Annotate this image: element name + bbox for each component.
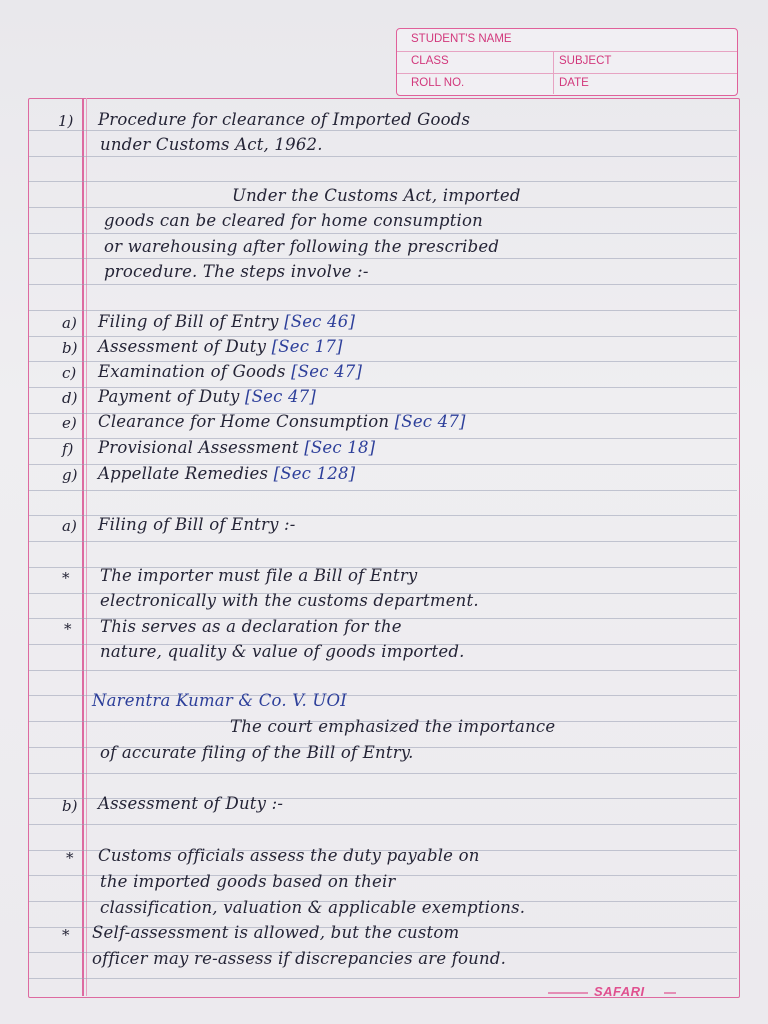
intro-line-4: procedure. The steps involve :- bbox=[104, 262, 369, 281]
case-law-title: Narentra Kumar & Co. V. UOI bbox=[92, 691, 347, 710]
bullet-marker: * bbox=[62, 569, 70, 587]
ruled-line bbox=[29, 773, 737, 774]
step-e: Clearance for Home Consumption [Sec 47] bbox=[98, 412, 466, 431]
header-divider bbox=[553, 51, 554, 94]
section-a-heading: Filing of Bill of Entry :- bbox=[98, 515, 296, 534]
case-law-line-2: of accurate filing of the Bill of Entry. bbox=[100, 743, 414, 762]
para-b-line-5: officer may re-assess if discrepancies are found. bbox=[92, 949, 507, 968]
para-b-line-4: Self-assessment is allowed, but the custom bbox=[92, 923, 460, 942]
section-b-heading: Assessment of Duty :- bbox=[98, 794, 284, 813]
ruled-line bbox=[29, 130, 737, 131]
ruled-line bbox=[29, 824, 737, 825]
student-name-row bbox=[397, 29, 737, 52]
ruled-line bbox=[29, 156, 737, 157]
brand-stripe-left bbox=[548, 992, 588, 994]
class-subject-row bbox=[397, 51, 737, 74]
step-d: Payment of Duty [Sec 47] bbox=[98, 387, 317, 406]
line-marker: 1) bbox=[58, 112, 74, 130]
para-b-line-2: the imported goods based on their bbox=[100, 872, 396, 891]
subject-label: SUBJECT bbox=[559, 55, 612, 67]
ruled-line bbox=[29, 670, 737, 671]
ruled-line bbox=[29, 233, 737, 234]
list-marker: f) bbox=[62, 440, 74, 458]
list-marker: g) bbox=[62, 466, 78, 484]
para-a-line-3: This serves as a declaration for the bbox=[100, 617, 402, 636]
intro-line-3: or warehousing after following the prescribed bbox=[104, 237, 500, 256]
class-label: CLASS bbox=[411, 55, 449, 67]
step-g: Appellate Remedies [Sec 128] bbox=[98, 464, 356, 483]
para-a-line-2: electronically with the customs department. bbox=[100, 591, 479, 610]
brand-logo: SAFARI bbox=[594, 984, 645, 999]
list-marker: c) bbox=[62, 364, 77, 382]
ruled-line bbox=[29, 258, 737, 259]
ruled-line bbox=[29, 310, 737, 311]
section-marker: a) bbox=[62, 517, 77, 535]
para-a-line-4: nature, quality & value of goods imported. bbox=[100, 642, 465, 661]
list-marker: e) bbox=[62, 414, 77, 432]
list-marker: d) bbox=[62, 389, 78, 407]
heading-line-2: under Customs Act, 1962. bbox=[100, 135, 323, 154]
intro-line-2: goods can be cleared for home consumption bbox=[104, 211, 483, 230]
step-a: Filing of Bill of Entry [Sec 46] bbox=[98, 312, 356, 331]
student-info-box bbox=[396, 28, 738, 96]
list-marker: b) bbox=[62, 339, 78, 357]
student-name-label: STUDENT'S NAME bbox=[411, 33, 512, 45]
ruled-line bbox=[29, 284, 737, 285]
roll-no-label: ROLL NO. bbox=[411, 77, 465, 89]
brand-stripe-right bbox=[664, 992, 676, 994]
bullet-marker: * bbox=[62, 926, 70, 944]
ruled-line bbox=[29, 207, 737, 208]
step-b: Assessment of Duty [Sec 17] bbox=[98, 337, 343, 356]
case-law-line-1: The court emphasized the importance bbox=[230, 717, 556, 736]
roll-date-row bbox=[397, 73, 737, 94]
heading-line-1: Procedure for clearance of Imported Goods bbox=[98, 110, 471, 129]
step-f: Provisional Assessment [Sec 18] bbox=[98, 438, 376, 457]
step-c: Examination of Goods [Sec 47] bbox=[98, 362, 363, 381]
bullet-marker: * bbox=[66, 849, 74, 867]
ruled-line bbox=[29, 541, 737, 542]
section-marker: b) bbox=[62, 797, 78, 815]
para-b-line-3: classification, valuation & applicable exemptions. bbox=[100, 898, 526, 917]
bullet-marker: * bbox=[64, 620, 72, 638]
ruled-line bbox=[29, 978, 737, 979]
para-b-line-1: Customs officials assess the duty payable on bbox=[98, 846, 480, 865]
date-label: DATE bbox=[559, 77, 589, 89]
list-marker: a) bbox=[62, 314, 77, 332]
ruled-line bbox=[29, 181, 737, 182]
ruled-line bbox=[29, 490, 737, 491]
intro-line-1: Under the Customs Act, imported bbox=[232, 186, 521, 205]
para-a-line-1: The importer must file a Bill of Entry bbox=[100, 566, 418, 585]
